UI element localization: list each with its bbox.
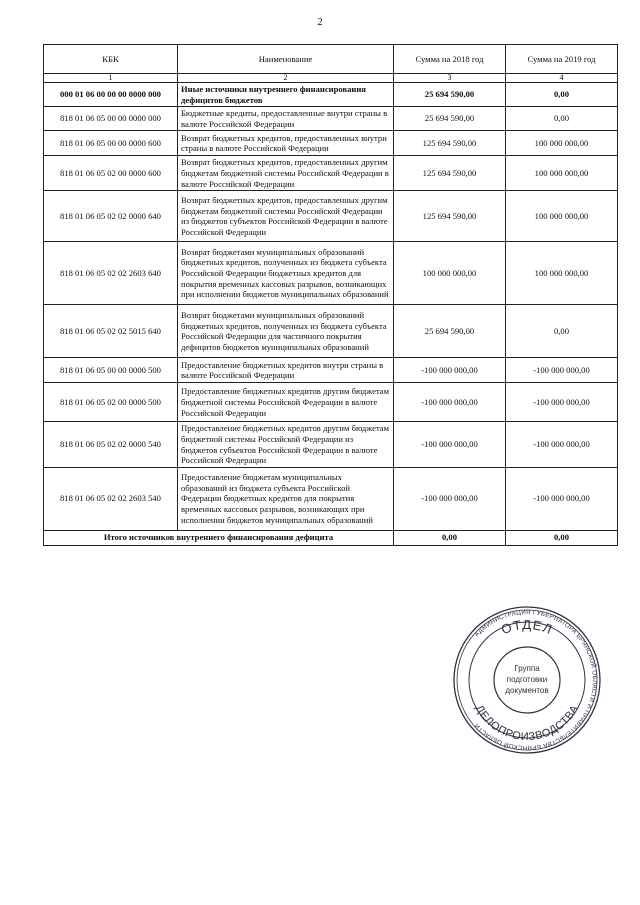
sum-2019-cell: 0,00	[506, 107, 618, 131]
stamp-center-line: подготовки	[506, 675, 548, 684]
sum-2018-cell: -100 000 000,00	[394, 383, 506, 422]
kbk-cell: 818 01 06 05 00 00 0000 500	[44, 358, 178, 383]
header-name: Наименование	[178, 45, 394, 74]
header-sum-2018: Сумма на 2018 год	[394, 45, 506, 74]
stamp-center-line: документов	[505, 686, 549, 695]
kbk-cell: 818 01 06 05 02 02 0000 640	[44, 191, 178, 242]
sum-2019-cell: 0,00	[506, 83, 618, 107]
page-number: 2	[317, 16, 323, 28]
sum-2019-cell: 100 000 000,00	[506, 242, 618, 305]
sum-2018-cell: 125 694 590,00	[394, 131, 506, 156]
office-stamp	[452, 605, 602, 755]
table-row	[44, 383, 618, 422]
table-row	[44, 83, 618, 107]
table-row	[44, 358, 618, 383]
sum-2018-cell: -100 000 000,00	[394, 422, 506, 467]
table-row	[44, 191, 618, 242]
total-sum-2019: 0,00	[506, 530, 618, 545]
table-row	[44, 156, 618, 191]
table-row	[44, 467, 618, 530]
sum-2018-cell: 100 000 000,00	[394, 242, 506, 305]
sum-2019-cell: -100 000 000,00	[506, 358, 618, 383]
sum-2018-cell: 25 694 590,00	[394, 83, 506, 107]
name-cell: Возврат бюджетами муниципальных образований бюджетных кредитов, полученных из бюджета субъекта Российской Федерации бюджетных кредитов для покрытия временных кассовых разрывов, возникающих при исполнении бюджетов муниципальных образований	[178, 242, 394, 305]
name-cell: Предоставление бюджетных кредитов другим бюджетам бюджетной системы Российской Федерации в валюте Российской Федерации	[178, 383, 394, 422]
table-row	[44, 242, 618, 305]
sum-2018-cell: 25 694 590,00	[394, 107, 506, 131]
sum-2019-cell: -100 000 000,00	[506, 467, 618, 530]
table-row	[44, 107, 618, 131]
sum-2018-cell: -100 000 000,00	[394, 358, 506, 383]
sum-2019-cell: -100 000 000,00	[506, 422, 618, 467]
name-cell: Предоставление бюджетных кредитов внутри страны в валюте Российской Федерации	[178, 358, 394, 383]
sources-table	[43, 44, 618, 546]
kbk-cell: 818 01 06 05 02 02 2603 640	[44, 242, 178, 305]
total-sum-2018: 0,00	[394, 530, 506, 545]
stamp-center-line: Группа	[514, 664, 540, 673]
table-row	[44, 422, 618, 467]
total-label: Итого источников внутреннего финансирования дефицита	[44, 530, 394, 545]
name-cell: Предоставление бюджетных кредитов другим бюджетам бюджетной системы Российской Федерации из бюджетов субъектов Российской Федерации в валюте Российской Федерации	[178, 422, 394, 467]
name-cell: Иные источники внутреннего финансирования дефицитов бюджетов	[178, 83, 394, 107]
header-sum-2019: Сумма на 2019 год	[506, 45, 618, 74]
column-number-row	[44, 74, 618, 83]
name-cell: Возврат бюджетных кредитов, предоставленных внутри страны в валюте Российской Федерации	[178, 131, 394, 156]
sum-2018-cell: 125 694 590,00	[394, 156, 506, 191]
kbk-cell: 818 01 06 05 02 00 0000 600	[44, 156, 178, 191]
sum-2018-cell: 25 694 590,00	[394, 305, 506, 358]
sum-2018-cell: 125 694 590,00	[394, 191, 506, 242]
table-row	[44, 305, 618, 358]
kbk-cell: 000 01 06 00 00 00 0000 000	[44, 83, 178, 107]
kbk-cell: 818 01 06 05 00 00 0000 600	[44, 131, 178, 156]
stamp-inner-bottom-text: ДЕЛОПРОИЗВОДСТВА	[472, 703, 582, 744]
kbk-cell: 818 01 06 05 02 02 5015 640	[44, 305, 178, 358]
column-number: 4	[506, 74, 618, 83]
table-row	[44, 131, 618, 156]
sum-2019-cell: -100 000 000,00	[506, 383, 618, 422]
kbk-cell: 818 01 06 05 02 02 0000 540	[44, 422, 178, 467]
sum-2019-cell: 100 000 000,00	[506, 156, 618, 191]
name-cell: Возврат бюджетных кредитов, предоставленных другим бюджетам бюджетной системы Российской Федерации из бюджетов субъектов Российской Федерации в валюте Российской Федерации	[178, 191, 394, 242]
sum-2019-cell: 100 000 000,00	[506, 191, 618, 242]
kbk-cell: 818 01 06 05 02 00 0000 500	[44, 383, 178, 422]
svg-text:ОТДЕЛ	[499, 617, 555, 637]
sum-2019-cell: 100 000 000,00	[506, 131, 618, 156]
kbk-cell: 818 01 06 05 02 02 2603 540	[44, 467, 178, 530]
name-cell: Возврат бюджетных кредитов, предоставленных другим бюджетам бюджетной системы Российской Федерации в валюте Российской Федерации	[178, 156, 394, 191]
name-cell: Бюджетные кредиты, предоставленные внутри страны в валюте Российской Федерации	[178, 107, 394, 131]
sum-2018-cell: -100 000 000,00	[394, 467, 506, 530]
kbk-cell: 818 01 06 05 00 00 0000 000	[44, 107, 178, 131]
sum-2019-cell: 0,00	[506, 305, 618, 358]
name-cell: Предоставление бюджетам муниципальных образований из бюджета субъекта Российской Федерации бюджетных кредитов для покрытия временных кассовых разрывов, возникающих при исполнении бюджетов муниципальных образований	[178, 467, 394, 530]
header-kbk: КБК	[44, 45, 178, 74]
column-number: 3	[394, 74, 506, 83]
column-number: 1	[44, 74, 178, 83]
column-number: 2	[178, 74, 394, 83]
stamp-outer-text: АДМИНИСТРАЦИЯ ГУБЕРНАТОРА БРЯНСКОЙ ОБЛАСТИ И ПРАВИТЕЛЬСТВА БРЯНСКОЙ ОБЛАСТИ	[473, 608, 599, 752]
total-row	[44, 530, 618, 545]
name-cell: Возврат бюджетами муниципальных образований бюджетных кредитов, полученных из бюджета субъекта Российской Федерации для частичного покрытия дефицитов бюджетов муниципальных образований	[178, 305, 394, 358]
stamp-inner-top-text: ОТДЕЛ	[499, 616, 556, 638]
